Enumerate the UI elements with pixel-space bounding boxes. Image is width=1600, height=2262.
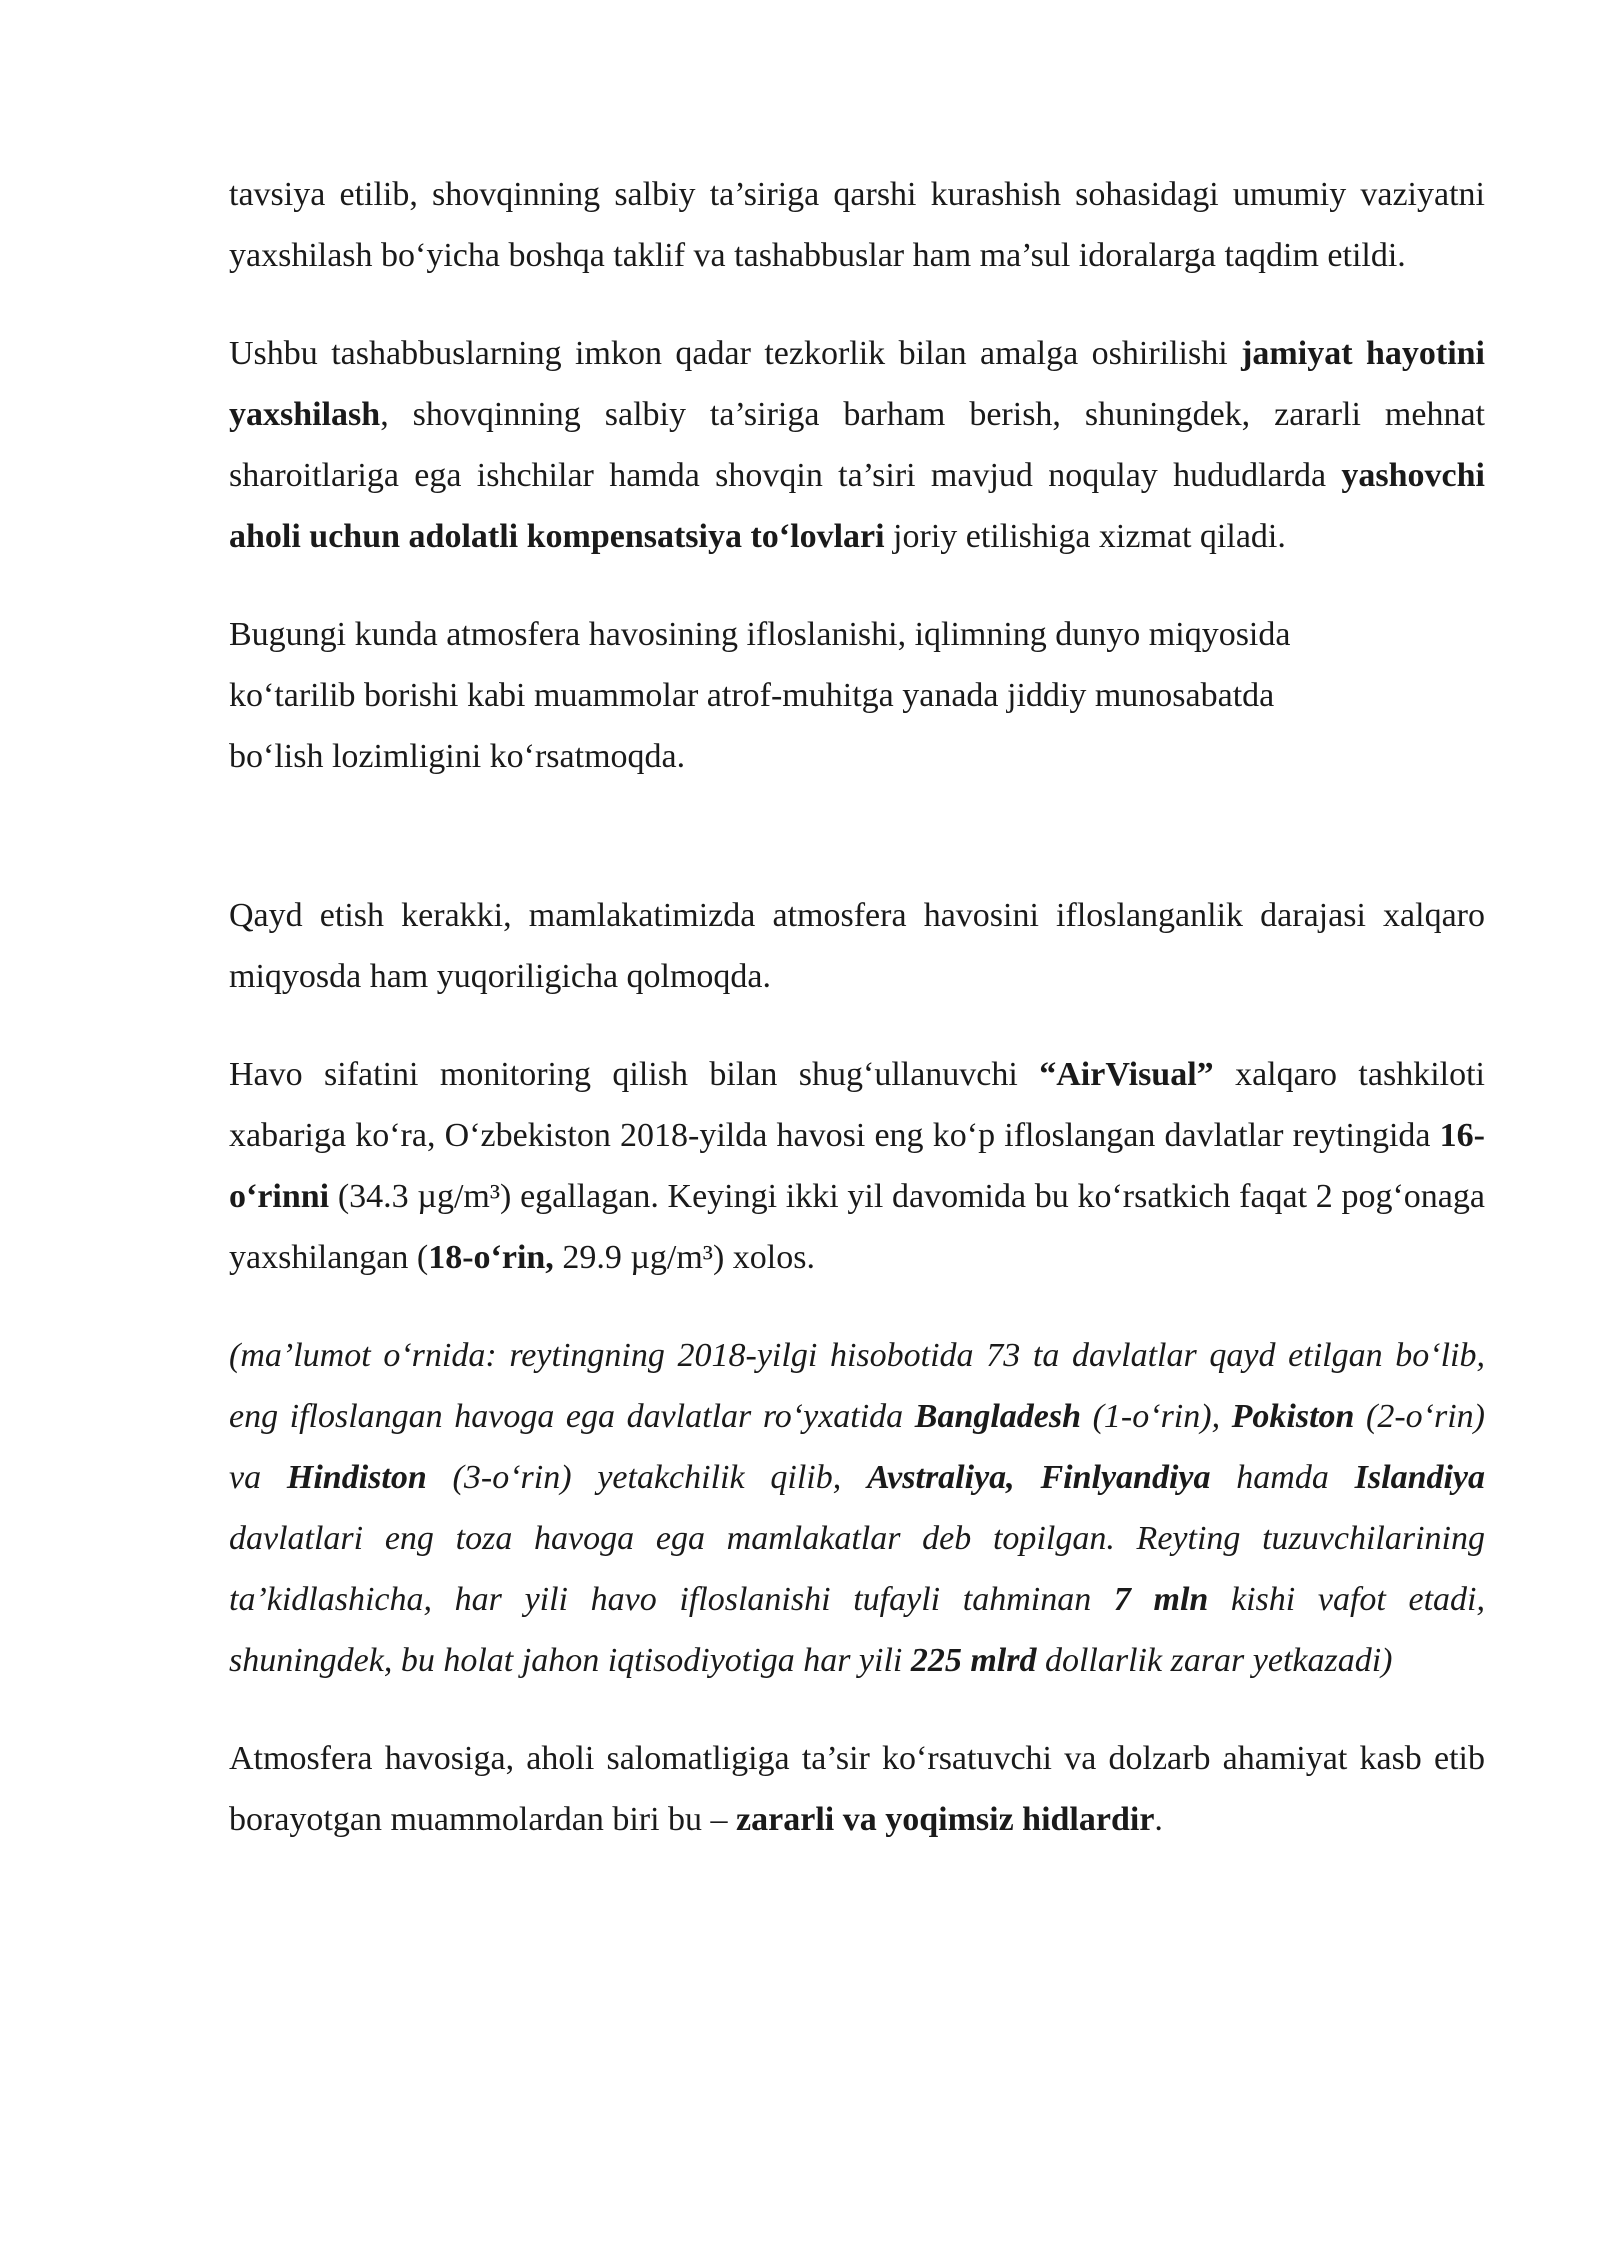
note-text: kishi vafot etadi, shuningdek, bu holat jahon iqtisodiyotiga har yili	[229, 1581, 1485, 1679]
paragraph-6-note	[229, 1325, 1485, 1691]
paragraph-7-bold-phrase: zararli va yoqimsiz hidlardir	[736, 1801, 1155, 1838]
note-text: (3-o‘rin) yetakchilik qilib,	[426, 1459, 868, 1496]
paragraph-7-text: .	[1154, 1801, 1163, 1838]
note-text: dollarlik zarar yetkazadi)	[1036, 1642, 1393, 1679]
rank-2018: 16-o‘rinni	[229, 1117, 1485, 1215]
paragraph-1	[229, 164, 1485, 286]
country-bangladesh: Bangladesh	[914, 1398, 1082, 1435]
note-text: hamda	[1210, 1459, 1355, 1496]
paragraph-2-bold-phrase: jamiyat hayotini yaxshilash	[229, 335, 1485, 433]
paragraph-5	[229, 1044, 1485, 1288]
paragraph-4-text: Qayd etish kerakki, mamlakatimizda atmosfera havosini ifloslanganlik darajasi xalqaro miqyosda ham yuqoriligicha qolmoqda.	[229, 897, 1485, 995]
document-body	[229, 164, 1485, 1850]
paragraph-5-text: Havo sifatini monitoring qilish bilan shug‘ullanuvchi	[229, 1056, 1040, 1093]
note-text: (2-o‘rin) va	[229, 1398, 1486, 1496]
paragraph-1-text: tavsiya etilib, shovqinning salbiy ta’siriga qarshi kurashish sohasidagi umumiy vaziyatni yaxshilash bo‘yicha boshqa taklif va tashabbuslar ham ma’sul idoralarga taqdim etildi.	[229, 176, 1485, 274]
paragraph-2-text: joriy etilishiga xizmat qiladi.	[884, 518, 1286, 555]
paragraph-2	[229, 323, 1485, 567]
country-pakistan: Pokiston	[1231, 1398, 1355, 1435]
paragraph-2-text: Ushbu tashabbuslarning imkon qadar tezkorlik bilan amalga oshirilishi	[229, 335, 1242, 372]
paragraph-3	[229, 604, 1485, 787]
paragraph-5-text: (34.3 µg/m³) egallagan. Keyingi ikki yil davomida bu ko‘rsatkich faqat 2 pog‘onaga yaxshilangan (	[229, 1178, 1485, 1276]
paragraph-7	[229, 1728, 1485, 1850]
paragraph-5-text: 29.9 µg/m³) xolos.	[553, 1239, 815, 1276]
paragraph-2-text: , shovqinning salbiy ta’siriga barham berish, shuningdek, zararli mehnat sharoitlariga ega ishchilar hamda shovqin ta’siri mavjud noqulay hududlarda	[229, 396, 1485, 494]
paragraph-3-line: Bugungi kunda atmosfera havosining ifloslanishi, iqlimning dunyo miqyosida	[229, 616, 1291, 653]
note-text: (ma’lumot o‘rnida: reytingning 2018-yilgi hisobotida 73 ta davlatlar qayd etilgan bo‘lib, eng ifloslangan havoga ega davlatlar ro‘yxatida	[229, 1337, 1485, 1435]
country-india: Hindiston	[286, 1459, 427, 1496]
country-australia-finland: Avstraliya, Finlyandiya	[867, 1459, 1211, 1496]
airvisual-name: “AirVisual”	[1039, 1056, 1214, 1093]
paragraph-4	[229, 885, 1485, 1007]
paragraph-7-text: Atmosfera havosiga, aholi salomatligiga ta’sir ko‘rsatuvchi va dolzarb ahamiyat kasb etib borayotgan muammolardan biri bu –	[229, 1740, 1485, 1838]
country-iceland: Islandiya	[1354, 1459, 1486, 1496]
note-text: davlatlari eng toza havoga ega mamlakatlar deb topilgan. Reyting tuzuvchilarining ta’kidlashicha, har yili havo ifloslanishi tufayli tahminan	[229, 1520, 1485, 1618]
damage-figure: 225 mlrd	[910, 1642, 1037, 1679]
note-text: (1-o‘rin),	[1081, 1398, 1232, 1435]
paragraph-3-line: ko‘tarilib borishi kabi muammolar atrof-muhitga yanada jiddiy munosabatda	[229, 677, 1275, 714]
rank-current: 18-o‘rin,	[428, 1239, 554, 1276]
paragraph-3-line: bo‘lish lozimligini ko‘rsatmoqda.	[229, 738, 686, 775]
deaths-figure: 7 mln	[1113, 1581, 1209, 1618]
paragraph-5-text: xalqaro tashkiloti xabariga ko‘ra, O‘zbekiston 2018-yilda havosi eng ko‘p ifloslangan davlatlar reytingida	[229, 1056, 1485, 1154]
paragraph-2-bold-phrase: yashovchi aholi uchun adolatli kompensatsiya to‘lovlari	[229, 457, 1485, 555]
